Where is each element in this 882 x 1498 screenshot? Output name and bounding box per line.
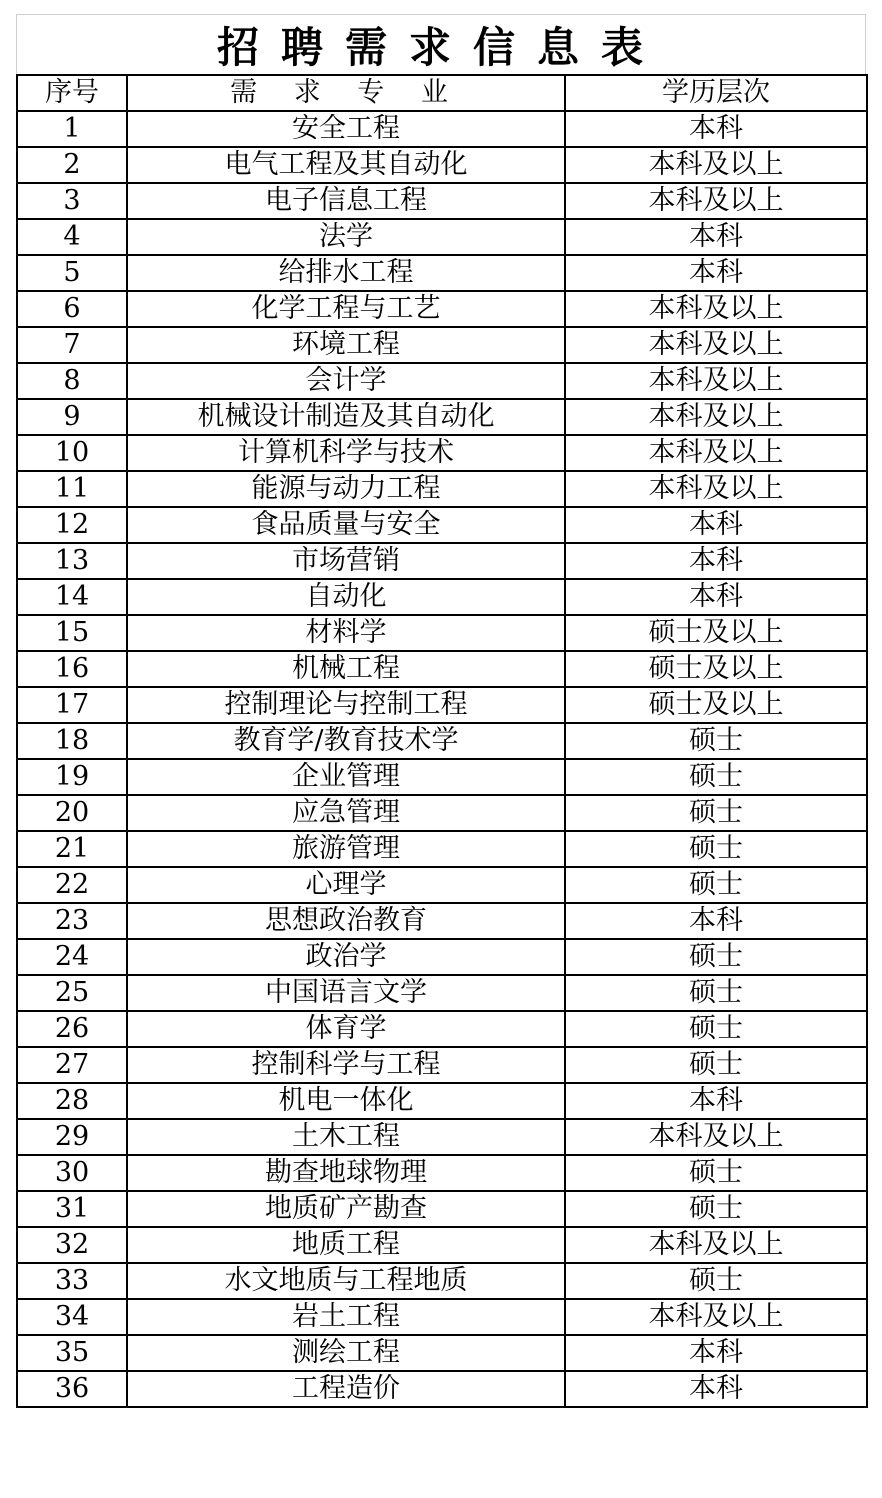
- row-index-cell: 5: [17, 255, 127, 291]
- table-row: [17, 147, 867, 183]
- row-major-cell: 中国语言文学: [127, 975, 565, 1011]
- row-major-cell: 企业管理: [127, 759, 565, 795]
- header-major-label: 需 求 专 业: [230, 77, 462, 108]
- row-index-cell: 2: [17, 147, 127, 183]
- row-major-cell: 工程造价: [127, 1371, 565, 1407]
- row-degree-cell: 硕士: [565, 723, 867, 759]
- row-degree-cell: 硕士: [565, 1263, 867, 1299]
- header-major: [127, 75, 565, 111]
- row-degree-cell: 硕士: [565, 1155, 867, 1191]
- row-degree-cell: 本科: [565, 543, 867, 579]
- row-major-cell: 食品质量与安全: [127, 507, 565, 543]
- table-row: [17, 1227, 867, 1263]
- row-index-cell: 6: [17, 291, 127, 327]
- header-index: 序号: [17, 75, 127, 111]
- row-degree-cell: 本科: [565, 1083, 867, 1119]
- row-index-cell: 32: [17, 1227, 127, 1263]
- table-row: [17, 1299, 867, 1335]
- table-row: [17, 867, 867, 903]
- row-degree-cell: 本科: [565, 219, 867, 255]
- row-major-cell: 计算机科学与技术: [127, 435, 565, 471]
- table-row: [17, 1263, 867, 1299]
- row-index-cell: 31: [17, 1191, 127, 1227]
- table-row: [17, 363, 867, 399]
- row-major-cell: 环境工程: [127, 327, 565, 363]
- row-index-cell: 1: [17, 111, 127, 147]
- row-degree-cell: 硕士: [565, 795, 867, 831]
- table-row: [17, 111, 867, 147]
- row-degree-cell: 硕士: [565, 831, 867, 867]
- row-index-cell: 27: [17, 1047, 127, 1083]
- row-index-cell: 25: [17, 975, 127, 1011]
- row-degree-cell: 硕士: [565, 1011, 867, 1047]
- table-row: [17, 1335, 867, 1371]
- table-row: [17, 399, 867, 435]
- row-index-cell: 28: [17, 1083, 127, 1119]
- row-major-cell: 市场营销: [127, 543, 565, 579]
- row-index-cell: 11: [17, 471, 127, 507]
- row-degree-cell: 本科及以上: [565, 1299, 867, 1335]
- table-row: [17, 903, 867, 939]
- recruitment-sheet: [16, 14, 866, 1408]
- table-row: [17, 615, 867, 651]
- table-row: [17, 183, 867, 219]
- row-degree-cell: 本科: [565, 1335, 867, 1371]
- table-row: [17, 687, 867, 723]
- row-index-cell: 16: [17, 651, 127, 687]
- row-major-cell: 应急管理: [127, 795, 565, 831]
- table-row: [17, 507, 867, 543]
- row-index-cell: 35: [17, 1335, 127, 1371]
- table-row: [17, 975, 867, 1011]
- row-index-cell: 17: [17, 687, 127, 723]
- row-index-cell: 29: [17, 1119, 127, 1155]
- table-row: [17, 1047, 867, 1083]
- row-major-cell: 控制理论与控制工程: [127, 687, 565, 723]
- row-major-cell: 安全工程: [127, 111, 565, 147]
- header-degree: 学历层次: [565, 75, 867, 111]
- table-row: [17, 435, 867, 471]
- row-major-cell: 思想政治教育: [127, 903, 565, 939]
- table-row: [17, 291, 867, 327]
- row-major-cell: 测绘工程: [127, 1335, 565, 1371]
- header-row: [17, 75, 867, 111]
- row-index-cell: 14: [17, 579, 127, 615]
- row-degree-cell: 本科及以上: [565, 1119, 867, 1155]
- row-degree-cell: 本科: [565, 507, 867, 543]
- row-index-cell: 23: [17, 903, 127, 939]
- row-degree-cell: 本科及以上: [565, 363, 867, 399]
- row-degree-cell: 硕士: [565, 939, 867, 975]
- row-degree-cell: 本科及以上: [565, 1227, 867, 1263]
- table-row: [17, 543, 867, 579]
- table-row: [17, 1371, 867, 1407]
- row-degree-cell: 本科及以上: [565, 327, 867, 363]
- row-degree-cell: 硕士: [565, 1047, 867, 1083]
- table-row: [17, 723, 867, 759]
- row-degree-cell: 本科: [565, 255, 867, 291]
- row-index-cell: 9: [17, 399, 127, 435]
- row-major-cell: 电气工程及其自动化: [127, 147, 565, 183]
- row-index-cell: 22: [17, 867, 127, 903]
- table-row: [17, 651, 867, 687]
- sheet-title: 招聘需求信息表: [16, 14, 866, 74]
- row-index-cell: 15: [17, 615, 127, 651]
- row-index-cell: 10: [17, 435, 127, 471]
- row-major-cell: 心理学: [127, 867, 565, 903]
- row-degree-cell: 本科: [565, 1371, 867, 1407]
- row-degree-cell: 本科及以上: [565, 291, 867, 327]
- row-index-cell: 33: [17, 1263, 127, 1299]
- row-degree-cell: 硕士: [565, 975, 867, 1011]
- table-row: [17, 1155, 867, 1191]
- row-major-cell: 给排水工程: [127, 255, 565, 291]
- row-index-cell: 34: [17, 1299, 127, 1335]
- recruitment-table: [16, 74, 868, 1408]
- table-row: [17, 831, 867, 867]
- table-row: [17, 795, 867, 831]
- row-degree-cell: 硕士: [565, 759, 867, 795]
- row-degree-cell: 本科及以上: [565, 183, 867, 219]
- table-row: [17, 579, 867, 615]
- row-index-cell: 30: [17, 1155, 127, 1191]
- row-index-cell: 24: [17, 939, 127, 975]
- row-major-cell: 控制科学与工程: [127, 1047, 565, 1083]
- row-major-cell: 土木工程: [127, 1119, 565, 1155]
- row-major-cell: 能源与动力工程: [127, 471, 565, 507]
- row-major-cell: 地质矿产勘查: [127, 1191, 565, 1227]
- row-degree-cell: 硕士及以上: [565, 615, 867, 651]
- row-index-cell: 3: [17, 183, 127, 219]
- row-major-cell: 地质工程: [127, 1227, 565, 1263]
- row-index-cell: 20: [17, 795, 127, 831]
- row-index-cell: 18: [17, 723, 127, 759]
- row-degree-cell: 本科及以上: [565, 147, 867, 183]
- row-major-cell: 机械设计制造及其自动化: [127, 399, 565, 435]
- table-row: [17, 759, 867, 795]
- row-major-cell: 法学: [127, 219, 565, 255]
- row-degree-cell: 硕士及以上: [565, 651, 867, 687]
- row-major-cell: 电子信息工程: [127, 183, 565, 219]
- row-index-cell: 12: [17, 507, 127, 543]
- table-row: [17, 939, 867, 975]
- row-major-cell: 机械工程: [127, 651, 565, 687]
- row-major-cell: 勘查地球物理: [127, 1155, 565, 1191]
- row-index-cell: 7: [17, 327, 127, 363]
- row-major-cell: 化学工程与工艺: [127, 291, 565, 327]
- row-major-cell: 自动化: [127, 579, 565, 615]
- table-row: [17, 219, 867, 255]
- table-row: [17, 255, 867, 291]
- table-body: [17, 111, 867, 1407]
- row-major-cell: 材料学: [127, 615, 565, 651]
- row-index-cell: 19: [17, 759, 127, 795]
- row-degree-cell: 硕士: [565, 1191, 867, 1227]
- table-row: [17, 471, 867, 507]
- row-major-cell: 教育学/教育技术学: [127, 723, 565, 759]
- row-degree-cell: 本科及以上: [565, 435, 867, 471]
- table-row: [17, 1191, 867, 1227]
- row-index-cell: 21: [17, 831, 127, 867]
- row-major-cell: 岩土工程: [127, 1299, 565, 1335]
- row-index-cell: 26: [17, 1011, 127, 1047]
- table-row: [17, 327, 867, 363]
- table-row: [17, 1083, 867, 1119]
- table-row: [17, 1011, 867, 1047]
- row-major-cell: 会计学: [127, 363, 565, 399]
- row-index-cell: 8: [17, 363, 127, 399]
- row-major-cell: 水文地质与工程地质: [127, 1263, 565, 1299]
- row-degree-cell: 本科: [565, 579, 867, 615]
- row-major-cell: 政治学: [127, 939, 565, 975]
- row-major-cell: 体育学: [127, 1011, 565, 1047]
- row-degree-cell: 硕士及以上: [565, 687, 867, 723]
- row-major-cell: 机电一体化: [127, 1083, 565, 1119]
- row-degree-cell: 硕士: [565, 867, 867, 903]
- row-degree-cell: 本科及以上: [565, 399, 867, 435]
- row-degree-cell: 本科: [565, 111, 867, 147]
- row-major-cell: 旅游管理: [127, 831, 565, 867]
- row-index-cell: 13: [17, 543, 127, 579]
- row-index-cell: 36: [17, 1371, 127, 1407]
- row-index-cell: 4: [17, 219, 127, 255]
- row-degree-cell: 本科: [565, 903, 867, 939]
- row-degree-cell: 本科及以上: [565, 471, 867, 507]
- table-row: [17, 1119, 867, 1155]
